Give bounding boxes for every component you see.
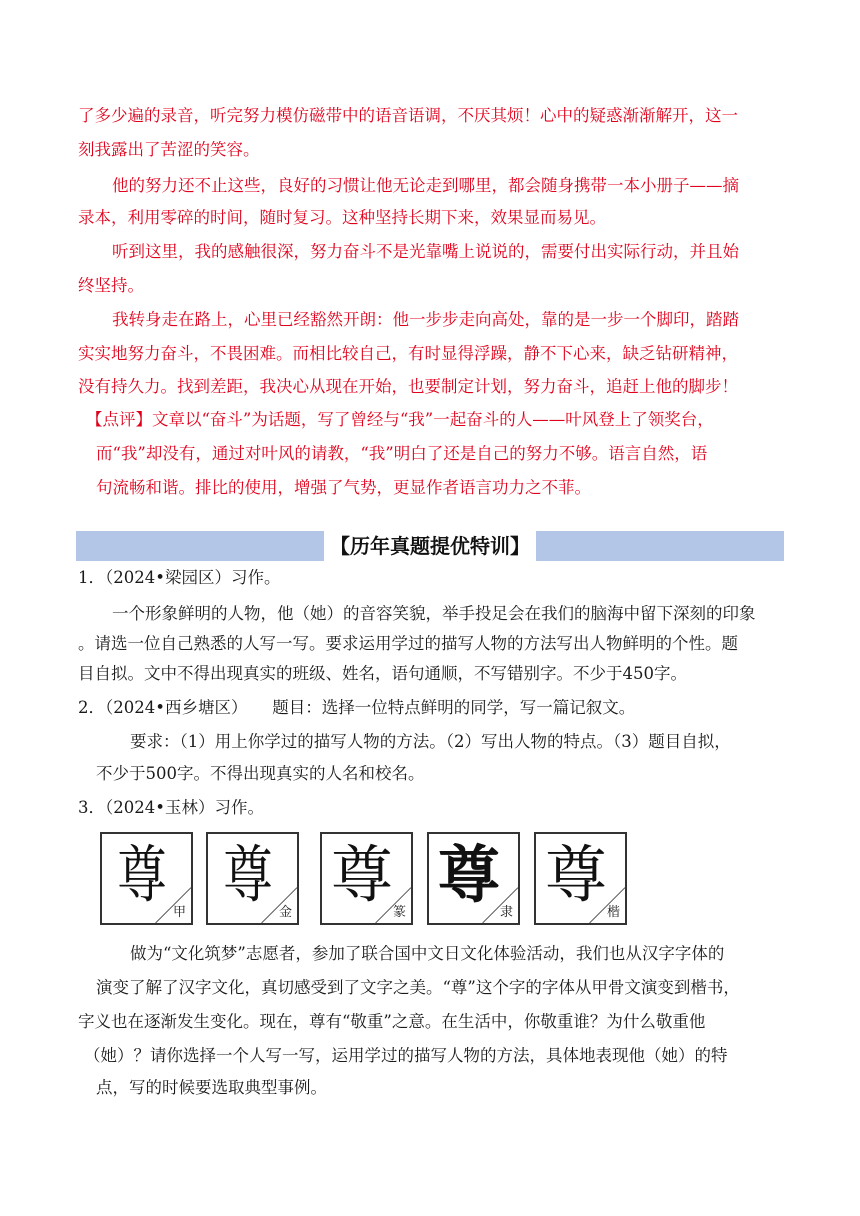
question-2-text: 不少于500字。不得出现真实的人名和校名。 (96, 764, 425, 783)
comment-line: 【点评】文章以“奋斗”为话题，写了曾经与“我”一起奋斗的人——叶风登上了领奖台， (86, 410, 714, 429)
glyph-script-label: 楷 (606, 905, 620, 920)
glyph-character: 尊 (223, 838, 273, 911)
essay-line: 录本，利用零碎的时间，随时复习。这种坚持长期下来，效果显而易见。 (78, 208, 606, 227)
comment-line: 句流畅和谐。排比的使用，增强了气势，更显作者语言功力之不菲。 (96, 478, 591, 497)
question-3-text: 点，写的时候要选取典型事例。 (96, 1078, 327, 1097)
question-2-text: 要求：（1）用上你学过的描写人物的方法。（2）写出人物的特点。（3）题目自拟， (130, 732, 731, 751)
glyph-panel-clerical (427, 832, 520, 925)
glyph-panel-bronze (206, 832, 299, 925)
section-title: 【历年真题提优特训】 (324, 531, 536, 561)
question-3-text: （她）？请你选择一个人写一写，运用学过的描写人物的方法，具体地表现他（她）的特 (84, 1046, 728, 1065)
question-3-heading: 3．（2024•玉林）习作。 (78, 798, 264, 817)
essay-line: 终坚持。 (78, 276, 144, 295)
question-2-heading: 2．（2024•西乡塘区） 题目：选择一位特点鲜明的同学，写一篇记叙文。 (78, 698, 636, 717)
question-1-heading: 1．（2024•梁园区）习作。 (78, 568, 281, 587)
section-banner (76, 531, 784, 561)
glyph-character: 尊 (437, 838, 500, 911)
glyph-panel-regular (534, 832, 627, 925)
question-1-text: 一个形象鲜明的人物，他（她）的音容笑貌，举手投足会在我们的脑海中留下深刻的印象 (112, 604, 756, 623)
question-1-text: 目自拟。文中不得出现真实的班级、姓名，语句通顺，不写错别字。不少于450字。 (78, 664, 687, 683)
question-3-text: 字义也在逐渐发生变化。现在，尊有“敬重”之意。在生活中，你敬重谁？为什么敬重他 (78, 1012, 706, 1031)
essay-line: 刻我露出了苦涩的笑容。 (78, 140, 260, 159)
glyph-panel-seal (320, 832, 413, 925)
glyph-evolution-figure (100, 832, 675, 928)
glyph-character: 尊 (544, 838, 607, 911)
glyph-script-label: 甲 (172, 905, 186, 920)
glyph-script-label: 金 (278, 905, 292, 920)
glyph-character: 尊 (330, 838, 393, 911)
glyph-script-label: 隶 (499, 905, 513, 920)
essay-line: 没有持久力。找到差距，我决心从现在开始，也要制定计划，努力奋斗，追赶上他的脚步！ (78, 377, 738, 396)
question-3-text: 做为“文化筑梦”志愿者，参加了联合国中文日文化体验活动，我们也从汉字字体的 (130, 944, 725, 963)
comment-line: 而“我”却没有，通过对叶风的请教，“我”明白了还是自己的努力不够。语言自然，语 (96, 444, 708, 463)
essay-line: 我转身走在路上，心里已经豁然开朗：他一步步走向高处，靠的是一步一个脚印，踏踏 (112, 310, 739, 329)
essay-line: 他的努力还不止这些，良好的习惯让他无论走到哪里，都会随身携带一本小册子——摘 (112, 176, 739, 195)
essay-line: 实实地努力奋斗，不畏困难。而相比较自己，有时显得浮躁，静不下心来，缺乏钻研精神， (78, 344, 738, 363)
question-3-text: 演变了解了汉字文化，真切感受到了文字之美。“尊”这个字的字体从甲骨文演变到楷书， (96, 978, 740, 997)
essay-line: 听到这里，我的感触很深，努力奋斗不是光靠嘴上说说的，需要付出实际行动，并且始 (112, 242, 739, 261)
question-1-text: 。请选一位自己熟悉的人写一写。要求运用学过的描写人物的方法写出人物鲜明的个性。题 (78, 634, 738, 653)
glyph-character: 尊 (117, 838, 167, 911)
glyph-script-label: 篆 (392, 905, 406, 920)
essay-line: 了多少遍的录音，听完努力模仿磁带中的语音语调，不厌其烦！心中的疑惑渐渐解开，这一 (78, 106, 738, 125)
glyph-panel-oracle (100, 832, 193, 925)
